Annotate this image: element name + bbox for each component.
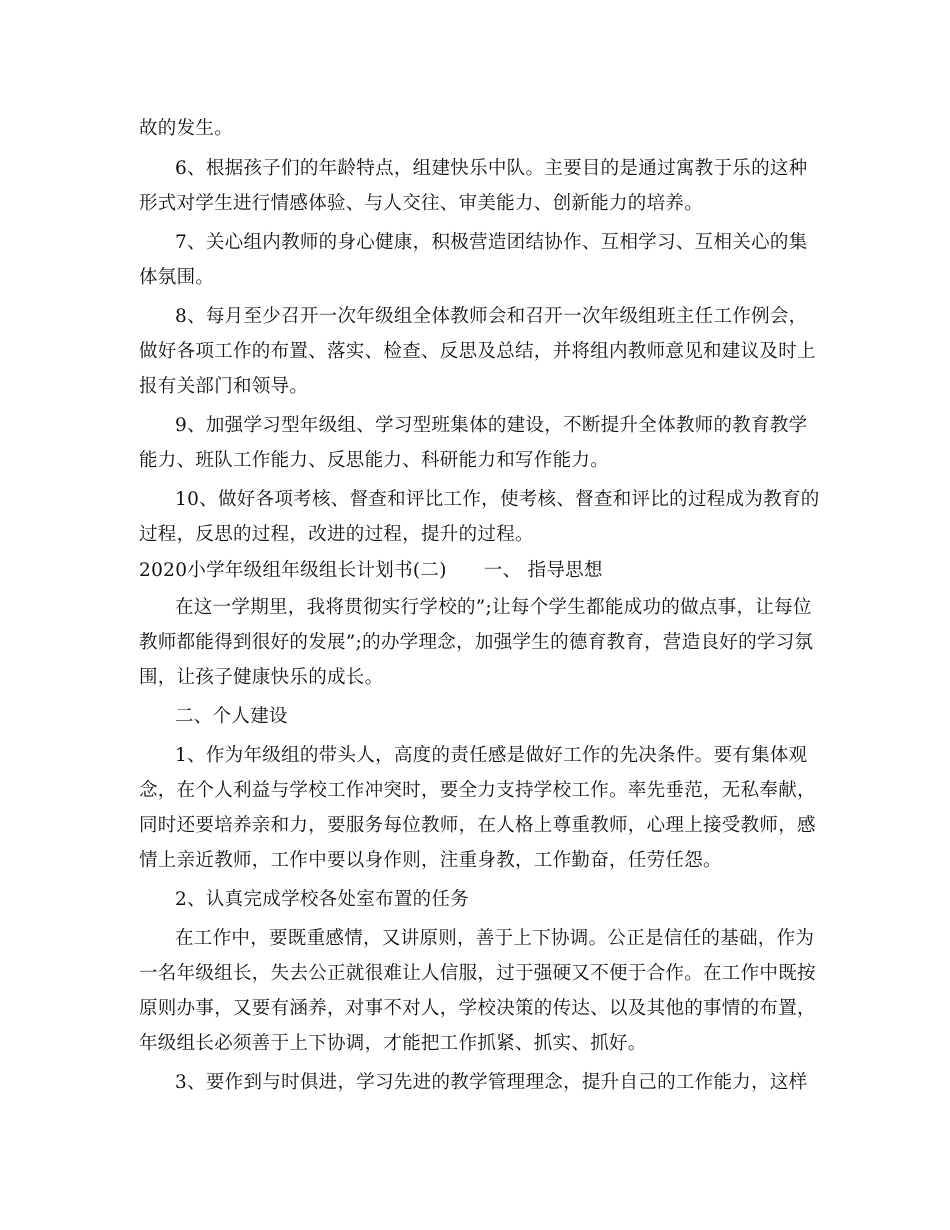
text-line: 形式对学生进行情感体验、与人交往、审美能力、创新能力的培养。 (139, 193, 704, 214)
text-line: 做好各项工作的布置、落实、检查、反思及总结，并将组内教师意见和建议及时上 (139, 341, 816, 362)
section-heading: 二、个人建设 (175, 706, 288, 727)
text-line: 8、每月至少召开一次年级组全体教师会和召开一次年级组班主任工作例会， (175, 306, 808, 327)
text-line: 过程，反思的过程，改进的过程，提升的过程。 (139, 524, 534, 545)
text-line: 7、关心组内教师的身心健康，积极营造团结协作、互相学习、互相关心的集 (175, 232, 808, 253)
text-line: 3、要作到与时俱进，学习先进的教学管理理念，提升自己的工作能力，这样 (175, 1072, 808, 1093)
text-line: 能力、班队工作能力、反思能力、科研能力和写作能力。 (139, 450, 610, 471)
text-line: 念，在个人利益与学校工作冲突时，要全力支持学校工作。率先垂范，无私奉献， (139, 780, 816, 801)
text-line: 1、作为年级组的带头人，高度的责任感是做好工作的先决条件。要有集体观 (175, 745, 808, 766)
text-line: 10、做好各项考核、督查和评比工作，使考核、督查和评比的过程成为教育的 (175, 489, 820, 510)
text-line: 6、根据孩子们的年龄特点，组建快乐中队。主要目的是通过寓教于乐的这种 (175, 158, 808, 179)
text-line: 报有关部门和领导。 (139, 376, 309, 397)
text-line: 故的发生。 (139, 118, 234, 139)
text-line: 9、加强学习型年级组、学习型班集体的建设，不断提升全体教师的教育教学 (175, 415, 808, 436)
text-line: 教师都能得到很好的发展”;的办学理念，加强学生的德育教育，营造良好的学习氛 (139, 632, 814, 653)
text-line: 情上亲近教师，工作中要以身作则，注重身教，工作勤奋，任劳任怨。 (139, 850, 722, 871)
text-line: 体氛围。 (139, 267, 215, 288)
text-line: 在这一学期里，我将贯彻实行学校的”;让每个学生都能成功的做点事，让每位 (175, 597, 812, 618)
text-line: 在工作中，要既重感情，又讲原则，善于上下协调。公正是信任的基础，作为 (175, 928, 815, 949)
text-line: 原则办事，又要有涵养，对事不对人，学校决策的传达、以及其他的事情的布置， (139, 998, 816, 1019)
text-line: 围，让孩子健康快乐的成长。 (139, 667, 384, 688)
text-line: 年级组长必须善于上下协调，才能把工作抓紧、抓实、抓好。 (139, 1033, 647, 1054)
text-line: 同时还要培养亲和力，要服务每位教师，在人格上尊重教师，心理上接受教师，感 (139, 815, 816, 836)
section-heading: 2020小学年级组年级组长计划书(二) 一、 指导思想 (139, 560, 603, 581)
text-line: 一名年级组长，失去公正就很难让人信服，过于强硬又不便于合作。在工作中既按 (139, 963, 816, 984)
text-line: 2、认真完成学校各处室布置的任务 (175, 889, 470, 910)
